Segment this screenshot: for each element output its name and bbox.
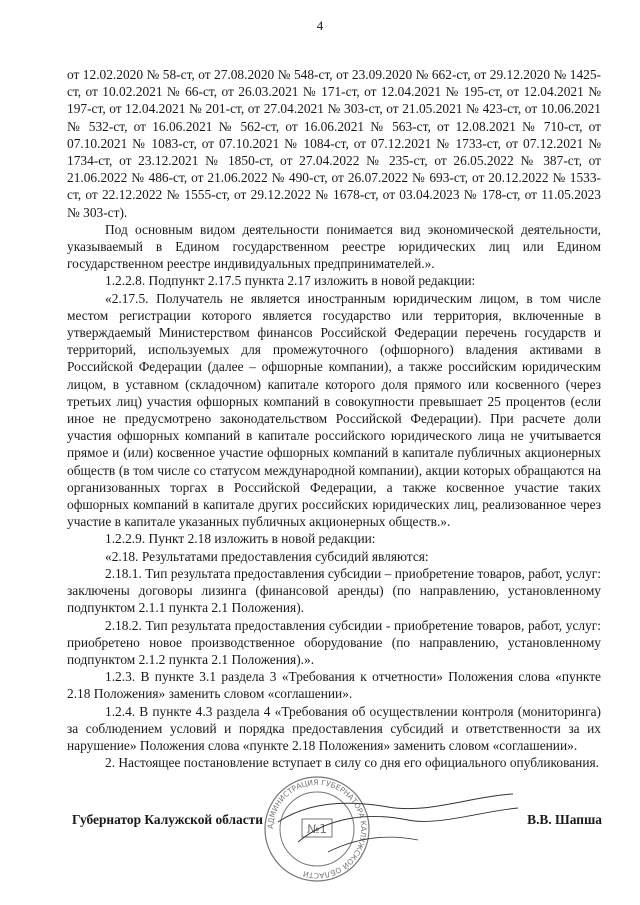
paragraph-1-2-2-9: 1.2.2.9. Пункт 2.18 изложить в новой редакции:	[105, 531, 376, 547]
paragraph-order-list: от 12.02.2020 № 58-ст, от 27.08.2020 № 548-ст, от 23.09.2020 № 662-ст, от 29.12.2020 № 1425-ст, от 10.02.2021 № 66-ст, от 26.03.2021 № 171-ст, от 12.04.2021 № 195-ст, от 12.04.2021 № 197-ст, от 12.04.2021 № 201-ст, от 27.04.2021 № 303-ст, от 21.05.2021 № 423-ст, от 10.06.2021 № 532-ст, от 16.06.2021 № 562-ст, от 16.06.2021 № 563-ст, от 12.08.2021 № 710-ст, от 07.10.2021 № 1083-ст, от 07.10.2021 № 1084-ст, от 07.12.2021 № 1733-ст, от 07.12.2021 № 1734-ст, от 23.12.2021 № 1850-ст, от 27.04.2022 № 235-ст, от 26.05.2022 № 387-ст, от 21.06.2022 № 486-ст, от 21.06.2022 № 490-ст, от 26.07.2022 № 693-ст, от 20.12.2022 № 1533-ст, от 22.12.2022 № 1555-ст, от 29.12.2022 № 1678-ст, от 03.04.2023 № 178-ст, от 11.05.2023 № 303-ст).	[67, 67, 601, 220]
page-number: 4	[316, 18, 324, 33]
paragraph-2-18-2: 2.18.2. Тип результата предоставления субсидии - приобретение товаров, работ, услуг: приобретено новое производственное оборудование (по направлению, установленному подпунктом 2.1.2 пункта 2.1 Положения).».	[67, 617, 601, 667]
svg-text:№1: №1	[306, 822, 328, 836]
paragraph-1-2-3: 1.2.3. В пункте 3.1 раздела 3 «Требования к отчетности» Положения слова «пункте 2.18 Положения» заменить словом «соглашении».	[67, 669, 601, 702]
document-body	[67, 66, 601, 771]
paragraph-effective-date: 2. Настоящее постановление вступает в силу со дня его официального опубликования.	[105, 755, 599, 771]
paragraph-1-2-4: 1.2.4. В пункте 4.3 раздела 4 «Требования об осуществлении контроля (мониторинга) за соблюдением условий и порядка предоставления субсидий и ответственности за их нарушение» Положения слова «пункте 2.18 Положения» заменить словом «соглашении».	[67, 703, 601, 753]
signatory-position: Губернатор Калужской области	[72, 812, 263, 827]
paragraph-2-17-5: «2.17.5. Получатель не является иностранным юридическим лицом, в том числе местом регистрации которого является государство или территория, включенные в утверждаемый Министерством финансов Российской Федерации перечень государств и территорий, используемых для промежуточного (офшорного) владения активами в Российской Федерации (далее – офшорные компании), а также российским юридическим лицом, в уставном (складочном) капитале которого доля прямого или косвенного (через третьих лиц) участия офшорных компаний в совокупности превышает 25 процентов (если иное не предусмотрено законодательством Российской Федерации). При расчете доли участия офшорных компаний в капитале российского юридического лица не учитывается прямое и (или) косвенное участие офшорных компаний в капитале публичных акционерных обществ (в том числе со статусом международной компании), акции которых обращаются на организованных торгах в Российской Федерации, а также косвенное участие таких офшорных компаний в капитале других российских юридических лиц, реализованное через участие в капитале указанных публичных акционерных обществ.».	[67, 290, 601, 530]
handwritten-signature	[268, 782, 528, 882]
paragraph-2-18: «2.18. Результатами предоставления субсидий являются:	[105, 548, 429, 564]
paragraph-2-18-1: 2.18.1. Тип результата предоставления субсидии – приобретение товаров, работ, услуг: заключены договоры лизинга (финансовой аренды) (по направлению, установленному подпунктом 2.1.1 пункта 2.1 Положения).	[67, 565, 601, 616]
signatory-name: В.В. Шапша	[527, 812, 602, 827]
seal-text: АДМИНИСТРАЦИЯ ГУБЕРНАТОРА КАЛУЖСКОЙ ОБЛАСТИ	[265, 777, 369, 881]
paragraph-main-activity: Под основным видом деятельности понимается вид экономической деятельности, указываемый в Едином государственном реестре юридических лиц или Едином государственном реестре индивидуальных предпринимателей.».	[67, 221, 601, 272]
paragraph-1-2-2-8: 1.2.2.8. Подпункт 2.17.5 пункта 2.17 изложить в новой редакции:	[105, 273, 476, 289]
